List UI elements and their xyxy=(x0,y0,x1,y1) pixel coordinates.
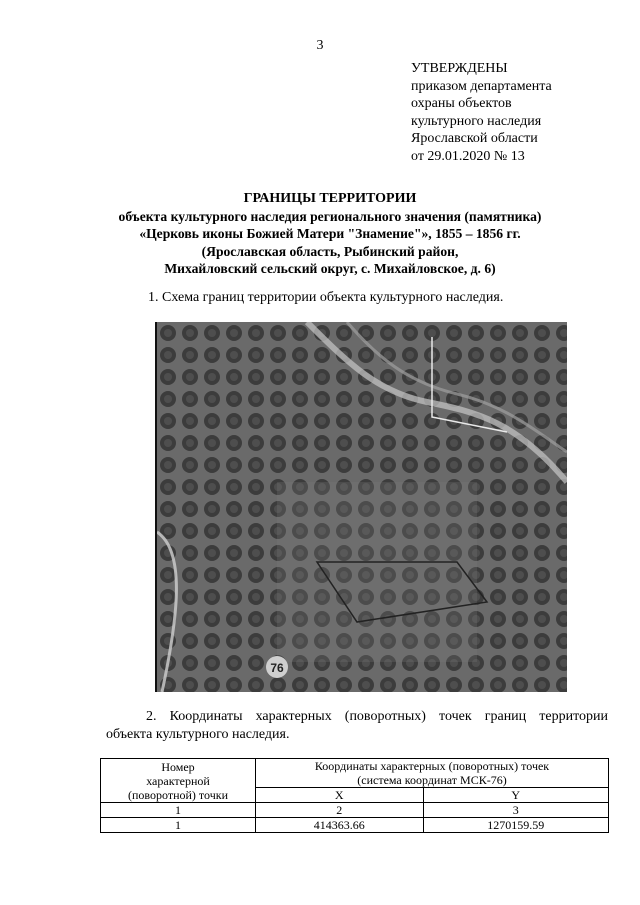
coordinates-table xyxy=(100,758,609,833)
header-line: Координаты характерных (поворотных) точек xyxy=(314,759,550,773)
title-line: объекта культурного наследия регионального значения (памятника) xyxy=(118,208,542,224)
table-row xyxy=(101,818,609,833)
header-line: характерной xyxy=(146,773,210,788)
header-x: X xyxy=(256,788,424,803)
document-title xyxy=(60,190,600,278)
territory-area xyxy=(277,482,477,662)
header-line: (поворотной) точки xyxy=(128,787,228,802)
header-line: (система координат МСК-76) xyxy=(357,773,507,787)
page-number: 3 xyxy=(316,38,324,53)
header-line: Номер xyxy=(161,759,195,774)
approval-line: УТВЕРЖДЕНЫ xyxy=(411,61,508,76)
aerial-map xyxy=(157,322,567,692)
section-2-line: объекта культурного наследия. xyxy=(106,726,290,742)
section-1-heading: 1. Схема границ территории объекта культурного наследия. xyxy=(148,290,504,305)
approval-line: приказом департамента xyxy=(411,78,552,94)
header-y: Y xyxy=(423,788,609,803)
header-coordinates xyxy=(256,759,609,788)
header-point-number xyxy=(101,759,256,803)
approval-stamp xyxy=(411,60,552,166)
column-number: 3 xyxy=(423,803,609,818)
y-coordinate-cell: 1270159.59 xyxy=(423,818,609,833)
approval-line: охраны объектов xyxy=(411,96,512,112)
road-number-label: 76 xyxy=(270,661,284,675)
x-coordinate-cell: 414363.66 xyxy=(256,818,424,833)
approval-line: от 29.01.2020 № 13 xyxy=(411,148,525,164)
title-line: Михайловский сельский округ, с. Михайловское, д. 6) xyxy=(164,261,496,277)
title-line: (Ярославская область, Рыбинский район, xyxy=(201,243,459,259)
column-number-row xyxy=(101,803,609,818)
section-2-heading xyxy=(106,708,608,743)
title-main: ГРАНИЦЫ ТЕРРИТОРИИ xyxy=(243,191,417,206)
section-2-line: 2. Координаты характерных (поворотных) точек границ территории xyxy=(146,709,608,724)
point-number-cell: 1 xyxy=(101,818,256,833)
approval-line: культурного наследия xyxy=(411,113,542,129)
boundary-map-image xyxy=(155,322,567,692)
column-number: 2 xyxy=(256,803,424,818)
title-line: «Церковь иконы Божией Матери "Знамение"», 1855 – 1856 гг. xyxy=(139,226,521,242)
column-number: 1 xyxy=(101,803,256,818)
approval-line: Ярославской области xyxy=(411,131,538,147)
